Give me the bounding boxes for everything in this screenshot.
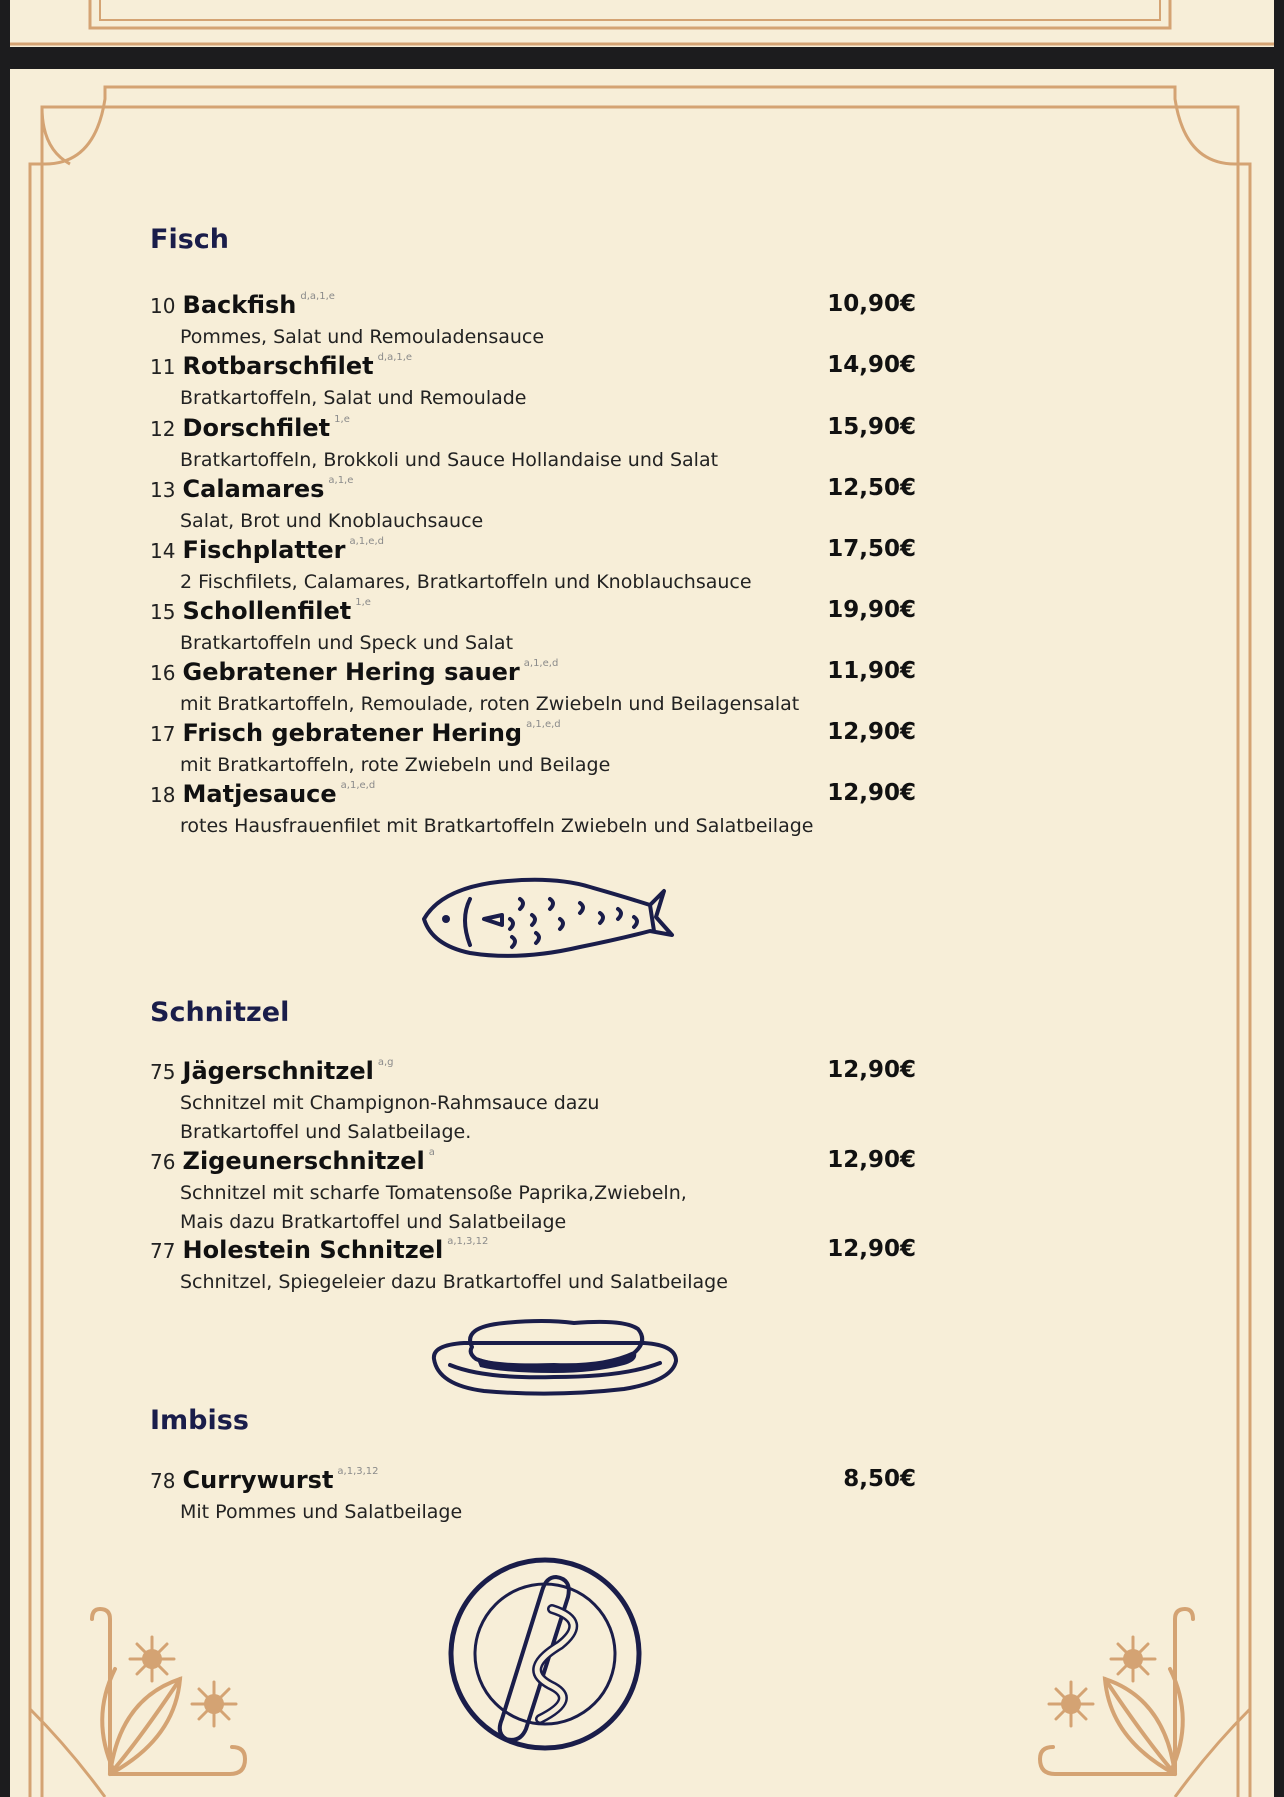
item-price: 12,90€ — [827, 1057, 916, 1083]
fish-icon — [410, 869, 680, 969]
item-description: 2 Fischfilets, Calamares, Bratkartoffeln und Knoblauchsauce — [180, 571, 752, 593]
item-allergens: d,a,1,e — [300, 291, 335, 302]
item-name: Frisch gebratener Hering — [182, 719, 523, 747]
item-price: 8,50€ — [843, 1466, 916, 1492]
menu-item — [150, 291, 916, 352]
item-number: 12 — [150, 417, 176, 441]
previous-page-frame — [10, 0, 1274, 47]
item-name: Schollenfilet — [182, 597, 352, 625]
item-price: 12,90€ — [827, 1147, 916, 1173]
menu-item — [150, 1466, 916, 1527]
item-allergens: a,1,3,12 — [447, 1236, 489, 1247]
item-number: 75 — [150, 1060, 176, 1084]
item-price: 12,90€ — [827, 719, 916, 745]
item-price: 14,90€ — [827, 352, 916, 378]
menu-item — [150, 352, 916, 413]
item-allergens: 1,e — [355, 597, 371, 608]
menu-item — [150, 414, 916, 475]
menu-page — [10, 69, 1274, 1797]
schnitzel-plate-icon — [424, 1317, 684, 1397]
sun-flower-ornament-icon — [1005, 1589, 1205, 1779]
item-description: mit Bratkartoffeln, rote Zwiebeln und Beilage — [180, 754, 611, 776]
item-name: Currywurst — [182, 1466, 334, 1494]
item-price: 10,90€ — [827, 291, 916, 317]
item-description: Bratkartoffeln, Brokkoli und Sauce Hollandaise und Salat — [180, 449, 719, 471]
item-number: 16 — [150, 661, 176, 685]
item-description: mit Bratkartoffeln, Remoulade, roten Zwiebeln und Beilagensalat — [180, 693, 800, 715]
item-allergens: a,1,e,d — [526, 719, 561, 730]
menu-item — [150, 1236, 916, 1297]
currywurst-plate-icon — [440, 1549, 650, 1759]
item-number: 78 — [150, 1469, 176, 1493]
sun-flower-ornament-icon — [80, 1589, 280, 1779]
item-number: 15 — [150, 600, 176, 624]
item-price: 11,90€ — [827, 658, 916, 684]
item-allergens: a,1,e — [328, 475, 354, 486]
item-price: 19,90€ — [827, 597, 916, 623]
section-title-imbiss: Imbiss — [150, 1405, 249, 1436]
menu-item — [150, 1057, 916, 1147]
item-name: Backfish — [182, 291, 297, 319]
item-price: 12,90€ — [827, 780, 916, 806]
item-description: Schnitzel, Spiegeleier dazu Bratkartoffel und Salatbeilage — [180, 1271, 728, 1293]
menu-item — [150, 597, 916, 658]
item-allergens: 1,e — [334, 414, 350, 425]
section-title-schnitzel: Schnitzel — [150, 997, 290, 1028]
item-price: 12,50€ — [827, 475, 916, 501]
item-name: Zigeunerschnitzel — [182, 1147, 425, 1175]
menu-item — [150, 536, 916, 597]
item-name: Gebratener Hering sauer — [182, 658, 520, 686]
item-name: Fischplatter — [182, 536, 346, 564]
menu-item — [150, 1147, 916, 1237]
item-number: 77 — [150, 1239, 176, 1263]
menu-item — [150, 658, 916, 719]
item-number: 11 — [150, 355, 176, 379]
item-description: Schnitzel mit scharfe Tomatensoße Paprika,Zwiebeln, — [180, 1182, 687, 1204]
item-name: Jägerschnitzel — [182, 1057, 374, 1085]
item-number: 76 — [150, 1150, 176, 1174]
item-number: 14 — [150, 539, 176, 563]
item-allergens: a — [428, 1147, 435, 1158]
item-name: Holestein Schnitzel — [182, 1236, 444, 1264]
menu-item — [150, 719, 916, 780]
item-description: Bratkartoffel und Salatbeilage. — [180, 1121, 472, 1143]
item-allergens: d,a,1,e — [377, 352, 413, 363]
item-name: Matjesauce — [182, 780, 337, 808]
item-number: 18 — [150, 783, 176, 807]
item-number: 10 — [150, 294, 176, 318]
item-allergens: a,g — [377, 1057, 394, 1068]
item-allergens: a,1,3,12 — [337, 1466, 379, 1477]
item-description: Salat, Brot und Knoblauchsauce — [180, 510, 484, 532]
item-description: Bratkartoffeln und Speck und Salat — [180, 632, 514, 654]
item-name: Dorschfilet — [182, 414, 331, 442]
menu-item — [150, 475, 916, 536]
item-allergens: a,1,e,d — [349, 536, 384, 547]
item-price: 12,90€ — [827, 1236, 916, 1262]
previous-page — [10, 0, 1274, 47]
item-number: 17 — [150, 722, 176, 746]
item-description: Mit Pommes und Salatbeilage — [180, 1501, 463, 1523]
item-description: Bratkartoffeln, Salat und Remoulade — [180, 387, 527, 409]
item-price: 17,50€ — [827, 536, 916, 562]
item-description: Pommes, Salat und Remouladensauce — [180, 326, 545, 348]
item-allergens: a,1,e,d — [523, 658, 559, 669]
item-name: Rotbarschfilet — [182, 352, 374, 380]
item-description: Mais dazu Bratkartoffel und Salatbeilage — [180, 1211, 567, 1233]
item-name: Calamares — [182, 475, 325, 503]
item-description: rotes Hausfrauenfilet mit Bratkartoffeln Zwiebeln und Salatbeilage — [180, 815, 814, 837]
item-description: Schnitzel mit Champignon-Rahmsauce dazu — [180, 1092, 600, 1114]
item-number: 13 — [150, 478, 176, 502]
menu-item — [150, 780, 916, 841]
item-price: 15,90€ — [827, 414, 916, 440]
section-title-fisch: Fisch — [150, 224, 229, 255]
item-allergens: a,1,e,d — [340, 780, 376, 791]
